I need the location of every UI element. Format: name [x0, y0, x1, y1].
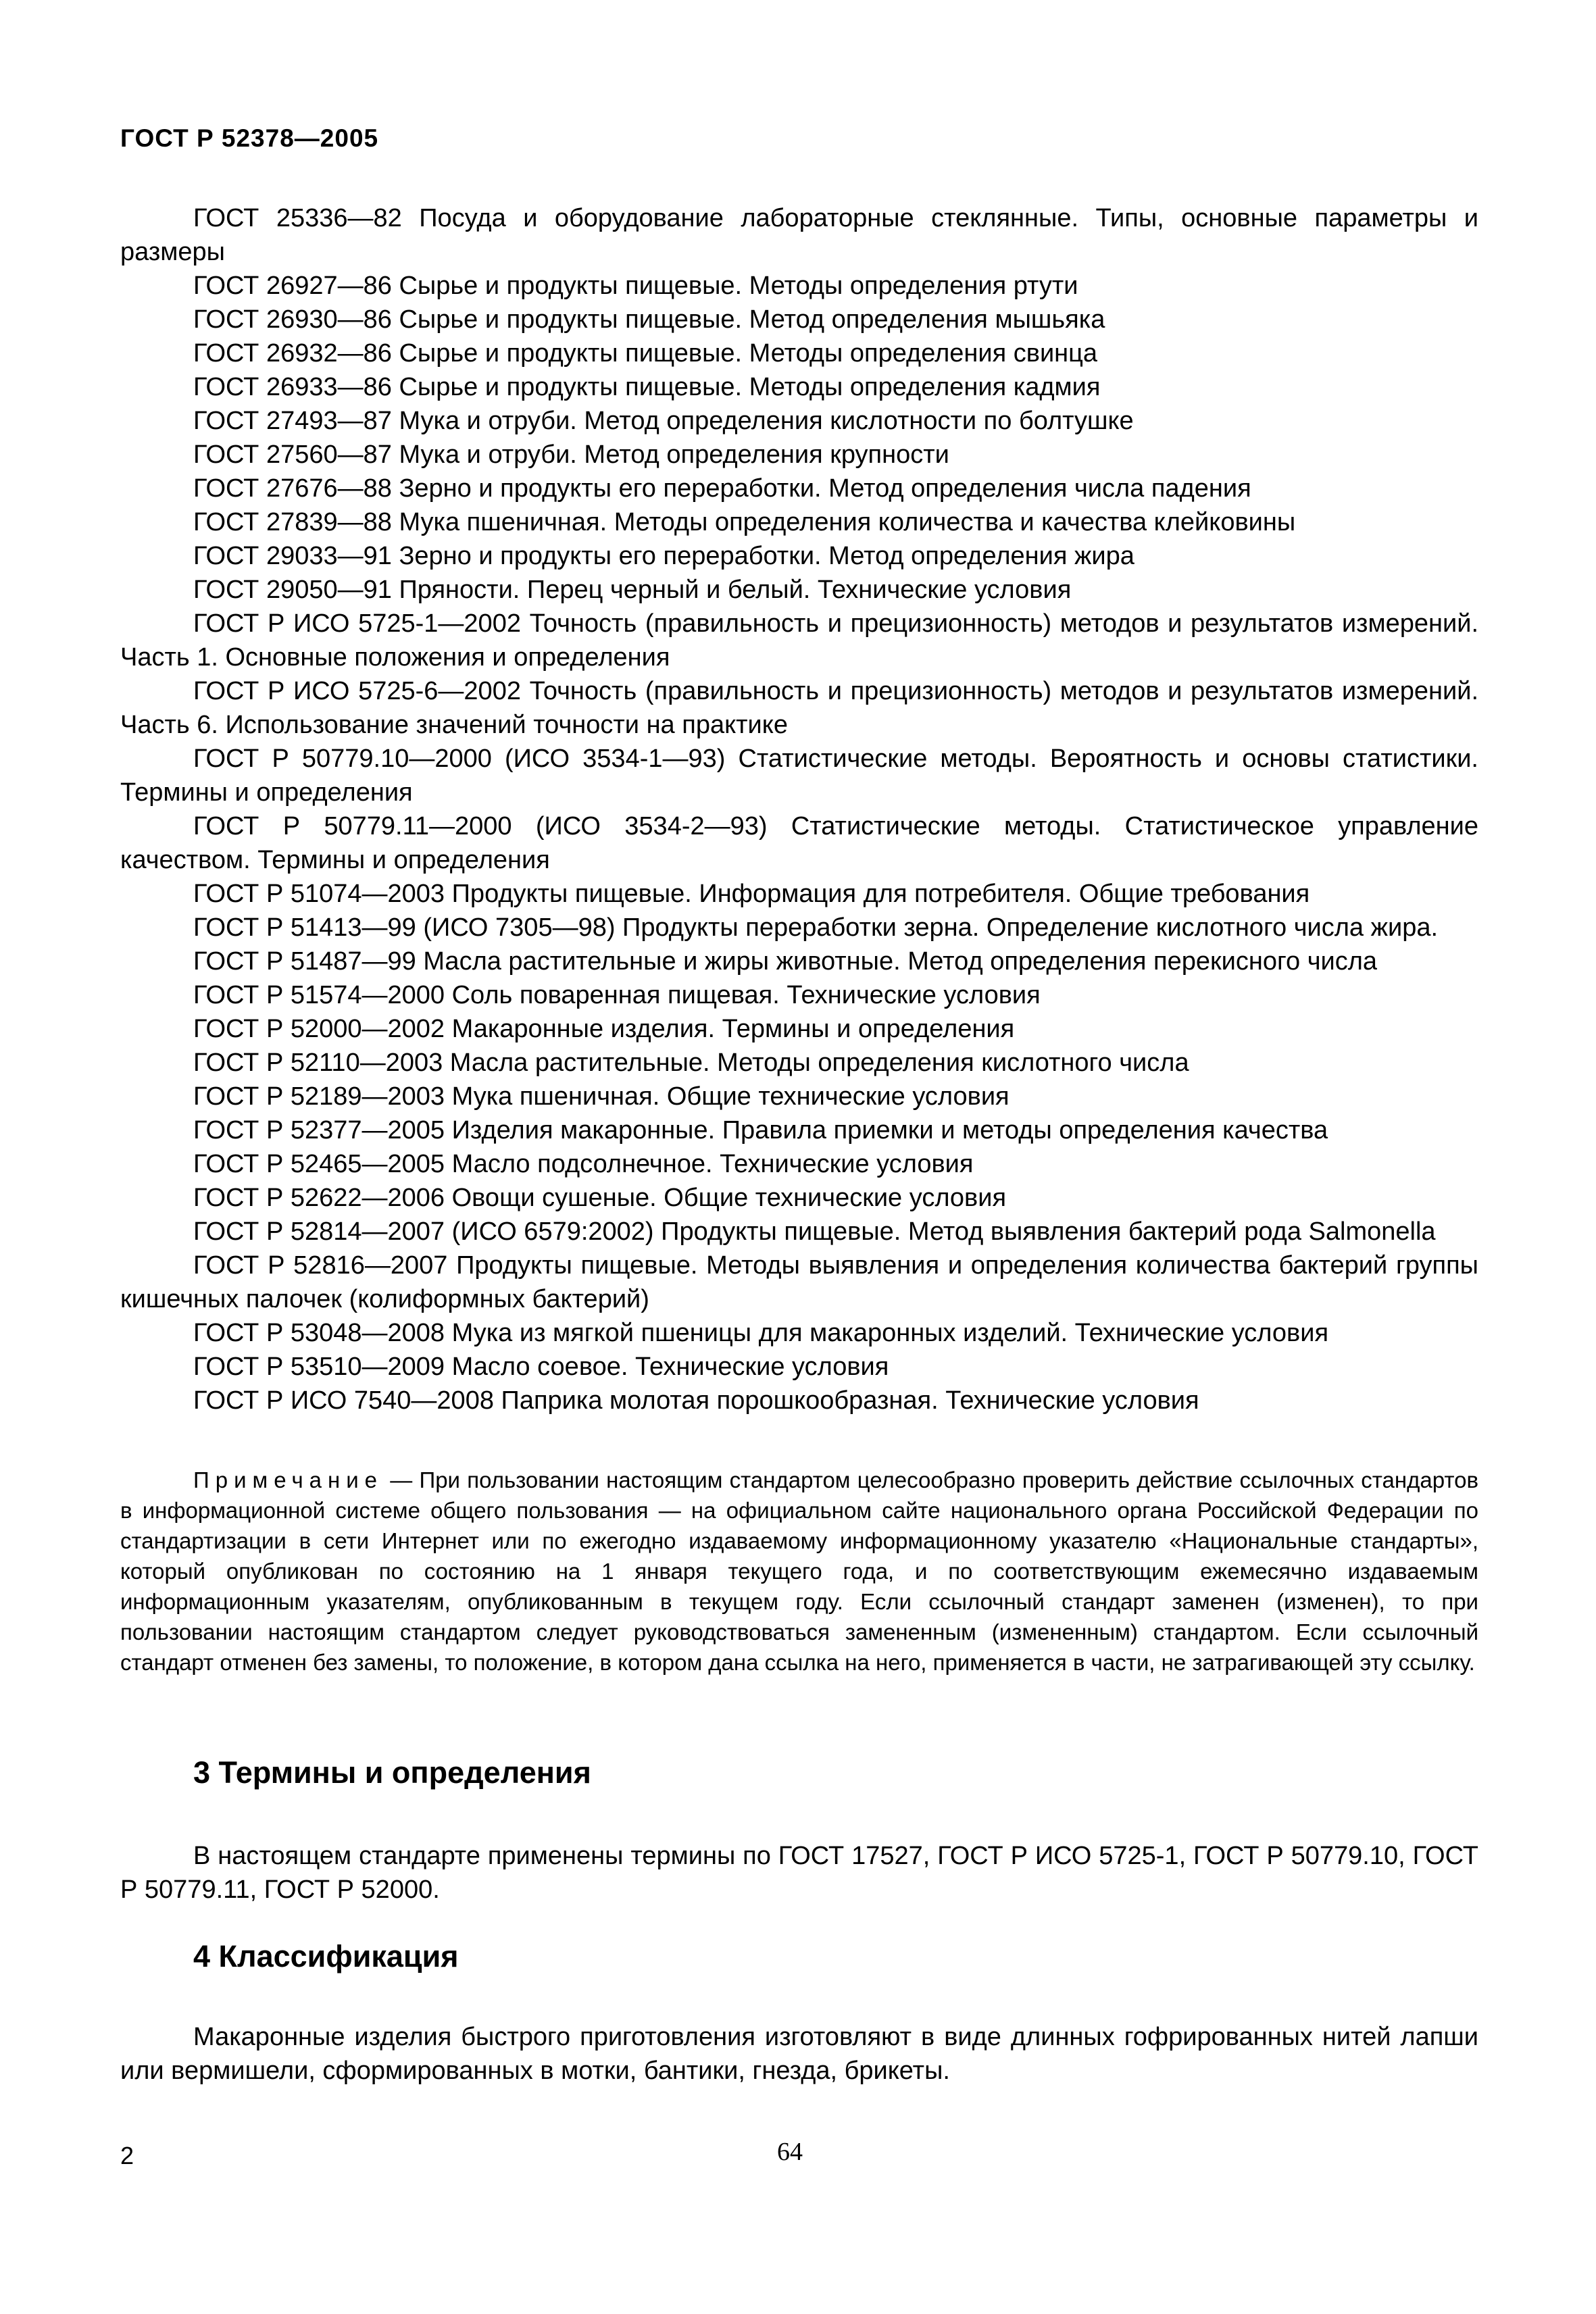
- reference-item: ГОСТ Р 51487—99 Масла растительные и жиры животные. Метод определения перекисного числа: [193, 947, 1378, 976]
- reference-item: ГОСТ 26933—86 Сырье и продукты пищевые. Методы определения кадмия: [193, 373, 1101, 401]
- reference-item: ГОСТ Р 52110—2003 Масла растительные. Методы определения кислотного числа: [193, 1049, 1189, 1077]
- section-3-heading: 3 Термины и определения: [193, 1755, 591, 1790]
- reference-item: ГОСТ Р 50779.11—2000 (ИСО 3534-2—93) Статистические методы. Статистическое управление качеством. Термины и определения: [120, 812, 1478, 874]
- document-code-header: ГОСТ Р 52378—2005: [120, 124, 379, 152]
- reference-item: ГОСТ 29033—91 Зерно и продукты его переработки. Метод определения жира: [193, 542, 1134, 570]
- reference-item: ГОСТ 27560—87 Мука и отруби. Метод определения крупности: [193, 441, 949, 469]
- section-4-body: Макаронные изделия быстрого приготовления изготовляют в виде длинных гофрированных нитей лапши или вермишели, сформированных в мотки, бантики, гнезда, брикеты.: [120, 2023, 1478, 2085]
- reference-item: ГОСТ Р ИСО 5725-1—2002 Точность (правильность и прецизионность) методов и результатов измерений. Часть 1. Основные положения и определения: [120, 609, 1478, 672]
- reference-item: ГОСТ Р 51574—2000 Соль поваренная пищевая. Технические условия: [193, 981, 1041, 1009]
- reference-item: ГОСТ Р ИСО 5725-6—2002 Точность (правильность и прецизионность) методов и результатов измерений. Часть 6. Использование значений точности на практике: [120, 677, 1478, 739]
- section-3-body: В настоящем стандарте применены термины по ГОСТ 17527, ГОСТ Р ИСО 5725-1, ГОСТ Р 50779.10, ГОСТ Р 50779.11, ГОСТ Р 52000.: [120, 1842, 1478, 1904]
- note-text: — При пользовании настоящим стандартом целесообразно проверить действие ссылочных стандартов в информационной системе общего пользования — на официальном сайте национального органа Российской Федерации по стандартизации в сети Интернет или по ежегодно издаваемому информационному указателю «Национальные стандарты», который опубликован по состоянию на 1 января текущего года, и по соответствующим ежемесячно издаваемым информационным указателям, опубликованным в текущем году. Если ссылочный стандарт заменен (изменен), то при пользовании настоящим стандартом следует руководствоваться замененным (измененным) стандартом. Если ссылочный стандарт отменен без замены, то положение, в котором дана ссылка на него, применяется в части, не затрагивающей эту ссылку.: [120, 1467, 1478, 1675]
- reference-item: ГОСТ 26930—86 Сырье и продукты пищевые. Метод определения мышьяка: [193, 305, 1105, 334]
- reference-item: ГОСТ Р 52622—2006 Овощи сушеные. Общие технические условия: [193, 1184, 1007, 1212]
- reference-item: ГОСТ Р 52814—2007 (ИСО 6579:2002) Продукты пищевые. Метод выявления бактерий рода Salmonella: [193, 1217, 1436, 1246]
- reference-item: ГОСТ Р 52816—2007 Продукты пищевые. Методы выявления и определения количества бактерий группы кишечных палочек (колиформных бактерий): [120, 1251, 1478, 1313]
- reference-item: ГОСТ 27493—87 Мука и отруби. Метод определения кислотности по болтушке: [193, 407, 1134, 435]
- reference-item: ГОСТ Р 53510—2009 Масло соевое. Технические условия: [193, 1353, 889, 1381]
- reference-item: ГОСТ Р 50779.10—2000 (ИСО 3534-1—93) Статистические методы. Вероятность и основы статистики. Термины и определения: [120, 745, 1478, 807]
- sheet-number: 64: [777, 2138, 803, 2166]
- reference-item: ГОСТ Р 52000—2002 Макаронные изделия. Термины и определения: [193, 1015, 1015, 1043]
- reference-item: ГОСТ 27676—88 Зерно и продукты его переработки. Метод определения числа падения: [193, 474, 1251, 503]
- reference-item: ГОСТ Р 52189—2003 Мука пшеничная. Общие технические условия: [193, 1082, 1009, 1111]
- reference-item: ГОСТ 26932—86 Сырье и продукты пищевые. Методы определения свинца: [193, 339, 1098, 368]
- reference-item: ГОСТ Р 52465—2005 Масло подсолнечное. Технические условия: [193, 1150, 974, 1178]
- reference-item: ГОСТ Р 51074—2003 Продукты пищевые. Информация для потребителя. Общие требования: [193, 880, 1310, 908]
- reference-item: ГОСТ Р ИСО 7540—2008 Паприка молотая порошкообразная. Технические условия: [193, 1386, 1199, 1415]
- section-4-heading: 4 Классификация: [193, 1939, 459, 1973]
- reference-item: ГОСТ Р 51413—99 (ИСО 7305—98) Продукты переработки зерна. Определение кислотного числа жира.: [193, 913, 1439, 942]
- reference-item: ГОСТ 25336—82 Посуда и оборудование лабораторные стеклянные. Типы, основные параметры и размеры: [120, 204, 1478, 266]
- reference-item: ГОСТ 27839—88 Мука пшеничная. Методы определения количества и качества клейковины: [193, 508, 1296, 536]
- normative-references-list: [120, 201, 1478, 1417]
- note-paragraph: [120, 1465, 1478, 1678]
- reference-item: ГОСТ Р 53048—2008 Мука из мягкой пшеницы для макаронных изделий. Технические условия: [193, 1319, 1329, 1347]
- reference-item: ГОСТ 26927—86 Сырье и продукты пищевые. Методы определения ртути: [193, 272, 1078, 300]
- reference-item: ГОСТ Р 52377—2005 Изделия макаронные. Правила приемки и методы определения качества: [193, 1116, 1328, 1145]
- page-number: 2: [120, 2142, 134, 2169]
- reference-item: ГОСТ 29050—91 Пряности. Перец черный и белый. Технические условия: [193, 576, 1072, 604]
- note-label: Примечание: [193, 1467, 384, 1492]
- note-block: [120, 1465, 1478, 1678]
